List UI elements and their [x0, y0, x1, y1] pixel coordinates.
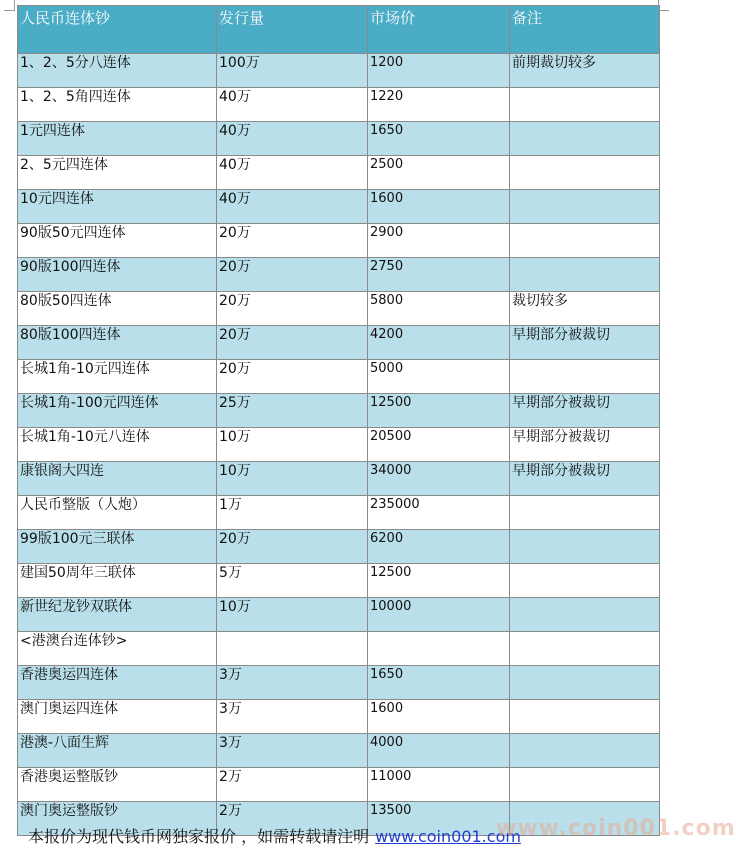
cell-name: 香港奥运整版钞	[18, 768, 217, 802]
cell-market-price: 12500	[368, 394, 510, 428]
cell-name: 澳门奥运四连体	[18, 700, 217, 734]
cell-market-price: 13500	[368, 802, 510, 836]
cell-name: 80版100四连体	[18, 326, 217, 360]
cell-remark	[510, 768, 660, 802]
cell-name: 香港奥运四连体	[18, 666, 217, 700]
cell-name: <港澳台连体钞>	[18, 632, 217, 666]
cell-issue-volume: 3万	[217, 666, 368, 700]
table-row	[18, 462, 660, 496]
table-row	[18, 632, 660, 666]
cell-market-price: 1650	[368, 122, 510, 156]
cell-market-price: 11000	[368, 768, 510, 802]
cell-name: 90版50元四连体	[18, 224, 217, 258]
cell-market-price: 20500	[368, 428, 510, 462]
cell-issue-volume: 2万	[217, 768, 368, 802]
cell-remark: 早期部分被裁切	[510, 326, 660, 360]
cell-issue-volume: 25万	[217, 394, 368, 428]
cell-name: 港澳-八面生辉	[18, 734, 217, 768]
cell-market-price: 1600	[368, 190, 510, 224]
cell-remark: 裁切较多	[510, 292, 660, 326]
table-row	[18, 734, 660, 768]
cell-remark	[510, 666, 660, 700]
cell-issue-volume: 20万	[217, 258, 368, 292]
cell-name: 10元四连体	[18, 190, 217, 224]
cell-remark: 早期部分被裁切	[510, 428, 660, 462]
table-row	[18, 530, 660, 564]
header-name: 人民币连体钞	[18, 6, 217, 54]
cell-market-price: 10000	[368, 598, 510, 632]
cell-remark	[510, 530, 660, 564]
cell-issue-volume: 100万	[217, 54, 368, 88]
cell-issue-volume: 20万	[217, 292, 368, 326]
cell-issue-volume: 20万	[217, 224, 368, 258]
cell-remark	[510, 598, 660, 632]
cell-issue-volume: 20万	[217, 326, 368, 360]
cell-market-price: 2500	[368, 156, 510, 190]
cell-market-price: 34000	[368, 462, 510, 496]
cell-market-price: 2750	[368, 258, 510, 292]
footer-link[interactable]: www.coin001.com	[375, 827, 521, 846]
cell-name: 康银阁大四连	[18, 462, 217, 496]
table-row	[18, 598, 660, 632]
table-row	[18, 360, 660, 394]
cell-market-price: 2900	[368, 224, 510, 258]
cell-remark	[510, 224, 660, 258]
cell-market-price: 5000	[368, 360, 510, 394]
cell-market-price: 6200	[368, 530, 510, 564]
cell-market-price: 12500	[368, 564, 510, 598]
table-row	[18, 666, 660, 700]
cell-name: 1、2、5角四连体	[18, 88, 217, 122]
cell-issue-volume: 10万	[217, 598, 368, 632]
table-header-row	[18, 6, 660, 54]
table-row	[18, 428, 660, 462]
table-row	[18, 768, 660, 802]
cell-remark	[510, 496, 660, 530]
cell-remark	[510, 734, 660, 768]
table-row	[18, 190, 660, 224]
cell-name: 80版50四连体	[18, 292, 217, 326]
cell-issue-volume: 3万	[217, 700, 368, 734]
cell-name: 1元四连体	[18, 122, 217, 156]
header-market-price: 市场价	[368, 6, 510, 54]
cell-issue-volume: 40万	[217, 156, 368, 190]
table-row	[18, 564, 660, 598]
cell-market-price: 4000	[368, 734, 510, 768]
header-issue-volume: 发行量	[217, 6, 368, 54]
cell-remark	[510, 88, 660, 122]
table-row	[18, 326, 660, 360]
cell-remark: 早期部分被裁切	[510, 394, 660, 428]
cell-name: 澳门奥运整版钞	[18, 802, 217, 836]
table-row	[18, 54, 660, 88]
cell-market-price: 1650	[368, 666, 510, 700]
cell-issue-volume	[217, 632, 368, 666]
cell-issue-volume: 5万	[217, 564, 368, 598]
header-remark: 备注	[510, 6, 660, 54]
cell-name: 90版100四连体	[18, 258, 217, 292]
footer-note	[28, 824, 521, 847]
cell-remark	[510, 156, 660, 190]
cell-name: 长城1角-10元四连体	[18, 360, 217, 394]
table-row	[18, 224, 660, 258]
cell-name: 人民币整版（人炮）	[18, 496, 217, 530]
cell-issue-volume: 20万	[217, 530, 368, 564]
table-row	[18, 292, 660, 326]
cell-issue-volume: 20万	[217, 360, 368, 394]
cell-issue-volume: 40万	[217, 190, 368, 224]
cell-remark	[510, 700, 660, 734]
cell-market-price: 1220	[368, 88, 510, 122]
table-row	[18, 258, 660, 292]
table-row	[18, 122, 660, 156]
cell-name: 建国50周年三联体	[18, 564, 217, 598]
cell-remark	[510, 258, 660, 292]
cell-name: 长城1角-10元八连体	[18, 428, 217, 462]
footer-text: 本报价为现代钱币网独家报价 ，如需转载请注明	[28, 827, 370, 846]
table-row	[18, 700, 660, 734]
table-row	[18, 156, 660, 190]
cell-market-price: 1200	[368, 54, 510, 88]
cell-market-price: 235000	[368, 496, 510, 530]
cell-market-price: 4200	[368, 326, 510, 360]
cell-market-price: 1600	[368, 700, 510, 734]
cell-remark	[510, 632, 660, 666]
cell-issue-volume: 2万	[217, 802, 368, 836]
cell-remark	[510, 360, 660, 394]
cell-name: 1、2、5分八连体	[18, 54, 217, 88]
page-corner-mark-left	[4, 0, 15, 11]
price-table	[17, 5, 660, 836]
cell-issue-volume: 3万	[217, 734, 368, 768]
cell-issue-volume: 40万	[217, 122, 368, 156]
cell-name: 2、5元四连体	[18, 156, 217, 190]
cell-market-price: 5800	[368, 292, 510, 326]
cell-name: 99版100元三联体	[18, 530, 217, 564]
cell-remark	[510, 190, 660, 224]
cell-issue-volume: 10万	[217, 428, 368, 462]
cell-issue-volume: 1万	[217, 496, 368, 530]
watermark: www.coin001.com	[496, 816, 736, 841]
cell-remark	[510, 122, 660, 156]
cell-name: 长城1角-100元四连体	[18, 394, 217, 428]
cell-remark	[510, 564, 660, 598]
cell-remark: 前期裁切较多	[510, 54, 660, 88]
cell-remark: 早期部分被裁切	[510, 462, 660, 496]
cell-issue-volume: 10万	[217, 462, 368, 496]
cell-market-price	[368, 632, 510, 666]
table-row	[18, 88, 660, 122]
table-row	[18, 496, 660, 530]
cell-issue-volume: 40万	[217, 88, 368, 122]
cell-name: 新世纪龙钞双联体	[18, 598, 217, 632]
table-row	[18, 394, 660, 428]
